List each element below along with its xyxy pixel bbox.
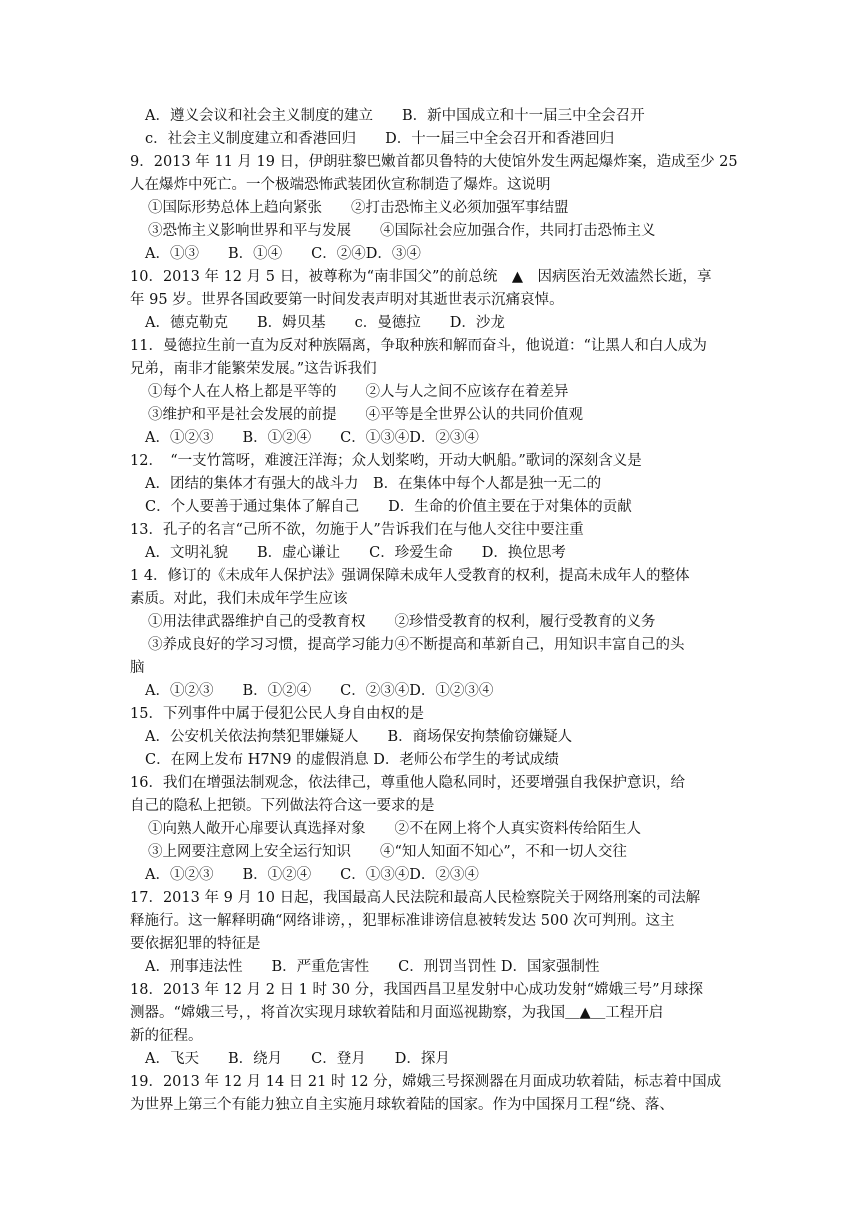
q12-options-cd: C．个人要善于通过集体了解自己 D．生命的价值主要在于对集体的贡献 xyxy=(145,499,632,515)
q16-stem-line1: 16．我们在增强法制观念，依法律己，尊重他人隐私同时，还要增强自我保护意识，给 xyxy=(130,775,685,791)
q18-stem-line3: 新的征程。 xyxy=(130,1028,203,1044)
q12-stem: 12． “一支竹篙呀，难渡汪洋海；众人划桨哟，开动大帆船。”歌词的深刻含义是 xyxy=(130,453,642,469)
q17-stem-line2: 释施行。这一解释明确“网络诽谤，，犯罪标准诽谤信息被转发达 500 次可判刑。这主 xyxy=(130,913,675,929)
q14-stem-line1: 1 4．修订的《未成年人保护法》强调保障未成年人受教育的权利，提高未成年人的整体 xyxy=(130,568,690,584)
q11-statements-34: ③维护和平是社会发展的前提 ④平等是全世界公认的共同价值观 xyxy=(148,407,583,423)
q14-statements-34: ③养成良好的学习习惯，提高学习能力④不断提高和革新自己，用知识丰富自己的头 xyxy=(148,637,685,653)
q10-options: A．德克勒克 B．姆贝基 c．曼德拉 D．沙龙 xyxy=(145,315,505,331)
q14-stem-line2: 素质。对此，我们未成年学生应该 xyxy=(130,591,348,607)
q14-statement-wrap: 脑 xyxy=(130,660,145,676)
q17-stem-line3: 要依据犯罪的特征是 xyxy=(130,936,261,952)
q10-stem-line1: 10．2013 年 12 月 5 日，被尊称为“南非国父”的前总统 ▲ 因病医治无效溘然长逝，享 xyxy=(130,269,712,285)
q9-options: A．①③ B．①④ C．②④D．③④ xyxy=(145,246,421,262)
q14-options: A．①②③ B．①②④ C．②③④D．①②③④ xyxy=(145,683,494,699)
q16-statements-12: ①向熟人敞开心扉要认真选择对象 ②不在网上将个人真实资料传给陌生人 xyxy=(148,821,641,837)
q9-stem-line2: 人在爆炸中死亡。一个极端恐怖武装团伙宣称制造了爆炸。这说明 xyxy=(130,177,551,193)
q11-statements-12: ①每个人在人格上都是平等的 ②人与人之间不应该存在着差异 xyxy=(148,384,569,400)
q11-stem-line2: 兄弟，南非才能繁荣发展。”这告诉我们 xyxy=(130,361,377,377)
q18-stem-line2: 测器。“嫦娥三号，，将首次实现月球软着陆和月面巡视勘察，为我国＿▲＿工程开启 xyxy=(130,1005,664,1021)
q16-stem-line2: 自己的隐私上把锁。下列做法符合这一要求的是 xyxy=(130,798,435,814)
q13-stem: 13．孔子的名言“己所不欲，勿施于人”告诉我们在与他人交往中要注重 xyxy=(130,522,584,538)
q12-options-ab: A．团结的集体才有强大的战斗力 B．在集体中每个人都是独一无二的 xyxy=(145,476,602,492)
q13-options: A．文明礼貌 B．虚心谦让 C．珍爱生命 D．换位思考 xyxy=(145,545,566,561)
q17-options: A．刑事违法性 B．严重危害性 C．刑罚当罚性 D．国家强制性 xyxy=(145,959,600,975)
q17-stem-line1: 17．2013 年 9 月 10 日起，我国最高人民法院和最高人民检察院关于网络刑案的司法解 xyxy=(130,890,701,906)
q16-options: A．①②③ B．①②④ C．①③④D．②③④ xyxy=(145,867,479,883)
q8-options-cd: c．社会主义制度建立和香港回归 D．十一届三中全会召开和香港回归 xyxy=(145,131,615,147)
q16-statements-34: ③上网要注意网上安全运行知识 ④“知人知面不知心”，不和一切人交往 xyxy=(148,844,627,860)
q15-stem: 15．下列事件中属于侵犯公民人身自由权的是 xyxy=(130,706,424,722)
q14-statements-12: ①用法律武器维护自己的受教育权 ②珍惜受教育的权利，履行受教育的义务 xyxy=(148,614,656,630)
q18-options: A．飞天 B．绕月 C．登月 D．探月 xyxy=(145,1051,450,1067)
q15-options-ab: A．公安机关依法拘禁犯罪嫌疑人 B．商场保安拘禁偷窃嫌疑人 xyxy=(145,729,573,745)
q9-statements-12: ①国际形势总体上趋向紧张 ②打击恐怖主义必须加强军事结盟 xyxy=(148,200,569,216)
q8-options-ab: A．遵义会议和社会主义制度的建立 B．新中国成立和十一届三中全会召开 xyxy=(145,108,645,124)
q11-options: A．①②③ B．①②④ C．①③④D．②③④ xyxy=(145,430,479,446)
q19-stem-line1: 19．2013 年 12 月 14 日 21 时 12 分，嫦娥三号探测器在月面成功软着陆，标志着中国成 xyxy=(130,1074,722,1090)
q18-stem-line1: 18．2013 年 12 月 2 日 1 时 30 分，我国西昌卫星发射中心成功发射“嫦娥三号”月球探 xyxy=(130,982,704,998)
q15-options-cd: C．在网上发布 H7N9 的虚假消息 D．老师公布学生的考试成绩 xyxy=(145,752,559,768)
q10-stem-line2: 年 95 岁。世界各国政要第一时间发表声明对其逝世表示沉痛哀悼。 xyxy=(130,292,564,308)
q9-statements-34: ③恐怖主义影响世界和平与发展 ④国际社会应加强合作，共同打击恐怖主义 xyxy=(148,223,656,239)
q9-stem-line1: 9．2013 年 11 月 19 日，伊朗驻黎巴嫩首都贝鲁特的大使馆外发生两起爆炸案，造成至少 25 xyxy=(130,154,738,170)
q11-stem-line1: 11．曼德拉生前一直为反对种族隔离，争取种族和解而奋斗，他说道：“让黑人和白人成为 xyxy=(130,338,707,354)
q19-stem-line2: 为世界上第三个有能力独立自主实施月球软着陆的国家。作为中国探月工程“绕、落、 xyxy=(130,1097,674,1113)
